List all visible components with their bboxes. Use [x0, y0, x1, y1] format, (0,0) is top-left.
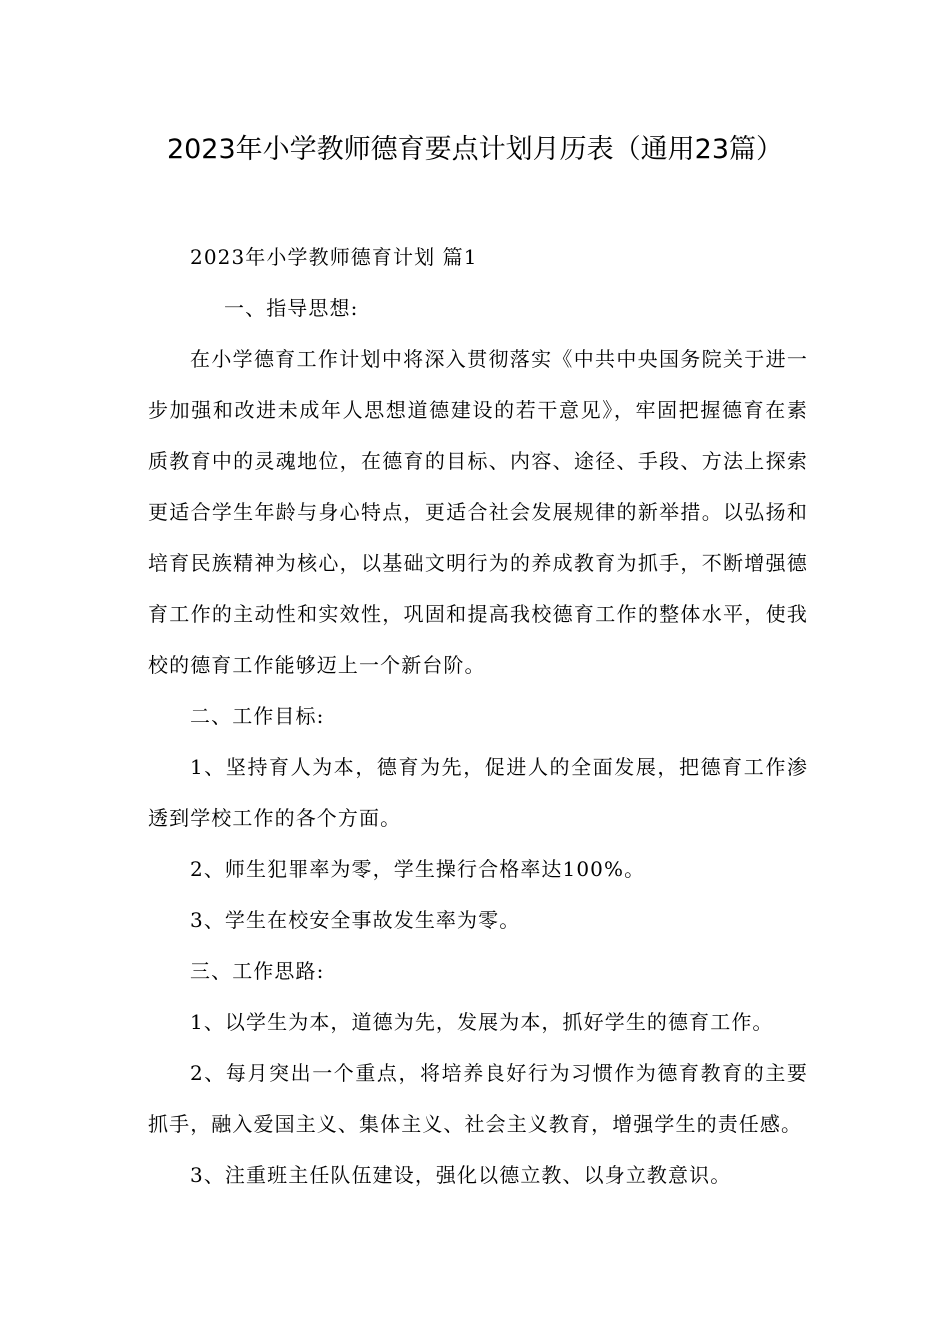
goal-item-1: 1、坚持育人为本，德育为先，促进人的全面发展，把德育工作渗透到学校工作的各个方面。 — [148, 755, 808, 830]
document-title: 2023年小学教师德育要点计划月历表（通用23篇） — [166, 134, 784, 165]
heading-work-approach: 三、工作思路: — [190, 959, 325, 983]
approach-item-3: 3、注重班主任队伍建设，强化以德立教、以身立教意识。 — [190, 1163, 732, 1187]
approach-item-2: 2、每月突出一个重点，将培养良好行为习惯作为德育教育的主要抓手，融入爱国主义、集体主义、社会主义教育，增强学生的责任感。 — [148, 1061, 808, 1136]
paragraph-guiding-ideology: 在小学德育工作计划中将深入贯彻落实《中共中央国务院关于进一步加强和改进未成年人思想道德建设的若干意见》，牢固把握德育在素质教育中的灵魂地位，在德育的目标、内容、途径、手段、方法上探索更适合学生年龄与身心特点，更适合社会发展规律的新举措。以弘扬和培育民族精神为核心，以基础文明行为的养成教育为抓手，不断增强德育工作的主动性和实效性，巩固和提高我校德育工作的整体水平，使我校的德育工作能够迈上一个新台阶。 — [148, 347, 808, 677]
goal-item-2: 2、师生犯罪率为零，学生操行合格率达100%。 — [190, 857, 646, 881]
goal-item-3: 3、学生在校安全事故发生率为零。 — [190, 908, 521, 932]
approach-item-1: 1、以学生为本，道德为先，发展为本，抓好学生的德育工作。 — [190, 1010, 774, 1034]
heading-work-goals: 二、工作目标: — [190, 704, 325, 728]
document-body — [148, 232, 808, 1201]
heading-guiding-ideology: 一、指导思想: — [224, 296, 359, 320]
section-title: 2023年小学教师德育计划 篇1 — [190, 245, 478, 269]
